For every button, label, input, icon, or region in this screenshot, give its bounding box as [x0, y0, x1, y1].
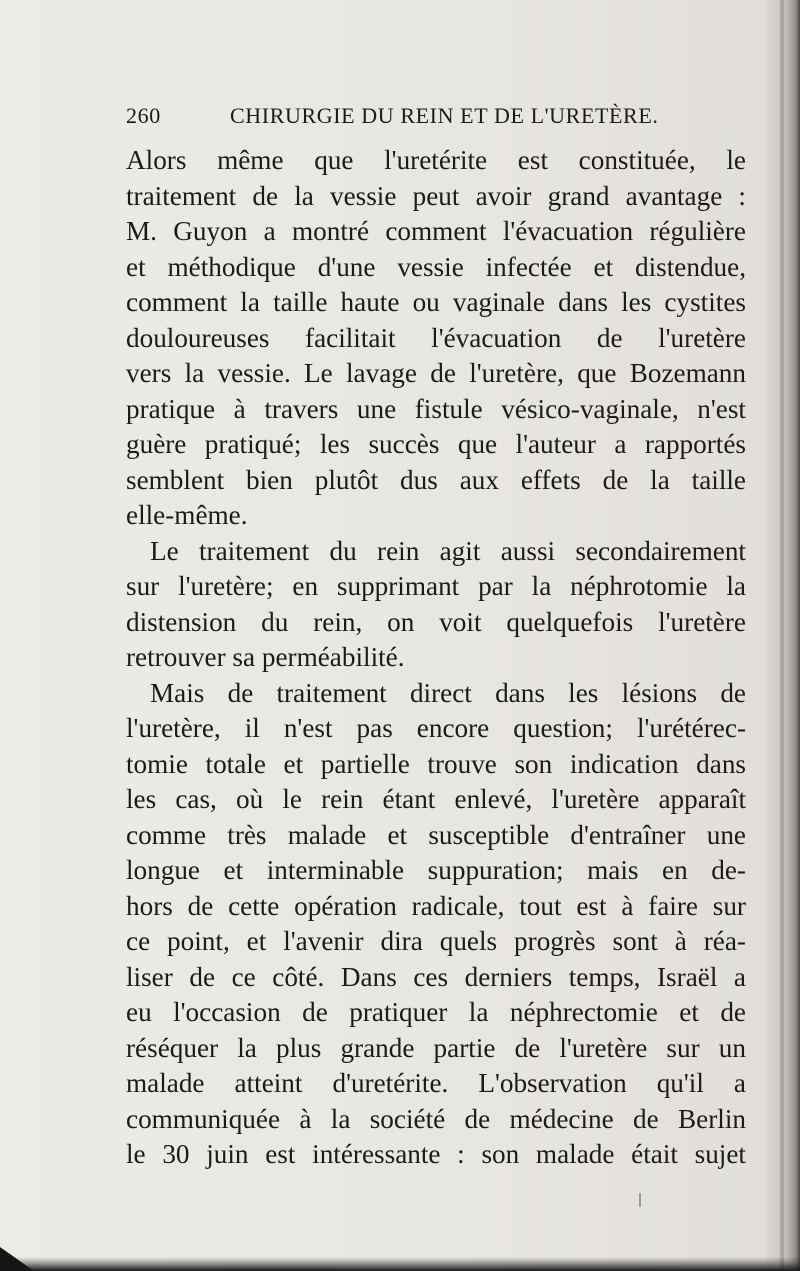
- text-line: douloureuses facilitait l'évacuation de l'uretère: [126, 322, 746, 353]
- text-line: M. Guyon a montré comment l'évacuation régulière: [126, 216, 746, 246]
- text-line: traitement de la vessie peut avoir grand avantage :: [126, 180, 746, 211]
- text-line: malade atteint d'uretérite. L'observation qu'il a: [126, 1068, 746, 1098]
- text-line: ce point, et l'avenir dira quels progrès sont à réa-: [126, 926, 746, 956]
- text-line-paragraph-start: Le traitement du rein agit aussi secondairement: [150, 535, 746, 566]
- text-line: réséquer la plus grande partie de l'uretère sur un: [126, 1032, 746, 1063]
- text-line: Alors même que l'uretérite est constituée, le: [126, 145, 746, 175]
- running-title: CHIRURGIE DU REIN ET DE L'URETÈRE.: [230, 103, 659, 128]
- running-header: [126, 103, 726, 135]
- text-line: l'uretère, il n'est pas encore question; l'urétérec-: [126, 713, 746, 743]
- text-line: hors de cette opération radicale, tout est à faire sur: [126, 890, 746, 921]
- text-line: le 30 juin est intéressante : son malade était sujet: [126, 1139, 746, 1169]
- text-line: semblent bien plutôt dus aux effets de la taille: [126, 464, 746, 495]
- text-line: pratique à travers une fistule vésico-vaginale, n'est: [126, 393, 746, 424]
- text-line: sur l'uretère; en supprimant par la néphrotomie la: [126, 571, 746, 601]
- page-number: 260: [126, 103, 161, 128]
- text-line: comme très malade et susceptible d'entraîner une: [126, 819, 746, 850]
- text-line: comment la taille haute ou vaginale dans les cystites: [126, 287, 746, 317]
- page-corner: [0, 1247, 34, 1271]
- print-speck: [639, 1193, 641, 1207]
- text-line: longue et interminable suppuration; mais en de-: [126, 855, 746, 885]
- text-line: liser de ce côté. Dans ces derniers temps, Israël a: [126, 961, 746, 992]
- page-bottom-shadow: [0, 1257, 800, 1271]
- text-line-paragraph-start: Mais de traitement direct dans les lésions de: [150, 677, 746, 708]
- page-gutter-shadow: [766, 0, 800, 1271]
- text-line-paragraph-end: elle-même.: [126, 500, 248, 530]
- text-line: guère pratiqué; les succès que l'auteur a rapportés: [126, 429, 746, 459]
- body-text: [126, 143, 746, 1173]
- text-line: communiquée à la société de médecine de Berlin: [126, 1103, 746, 1134]
- text-line: eu l'occasion de pratiquer la néphrectomie et de: [126, 997, 746, 1027]
- text-line: les cas, où le rein étant enlevé, l'uretère apparaît: [126, 784, 746, 814]
- text-line: distension du rein, on voit quelquefois l'uretère: [126, 606, 746, 637]
- text-line: et méthodique d'une vessie infectée et distendue,: [126, 251, 746, 282]
- text-line: vers la vessie. Le lavage de l'uretère, que Bozemann: [126, 358, 746, 388]
- text-line-paragraph-end: retrouver sa perméabilité.: [126, 642, 405, 672]
- text-line: tomie totale et partielle trouve son indication dans: [126, 748, 746, 779]
